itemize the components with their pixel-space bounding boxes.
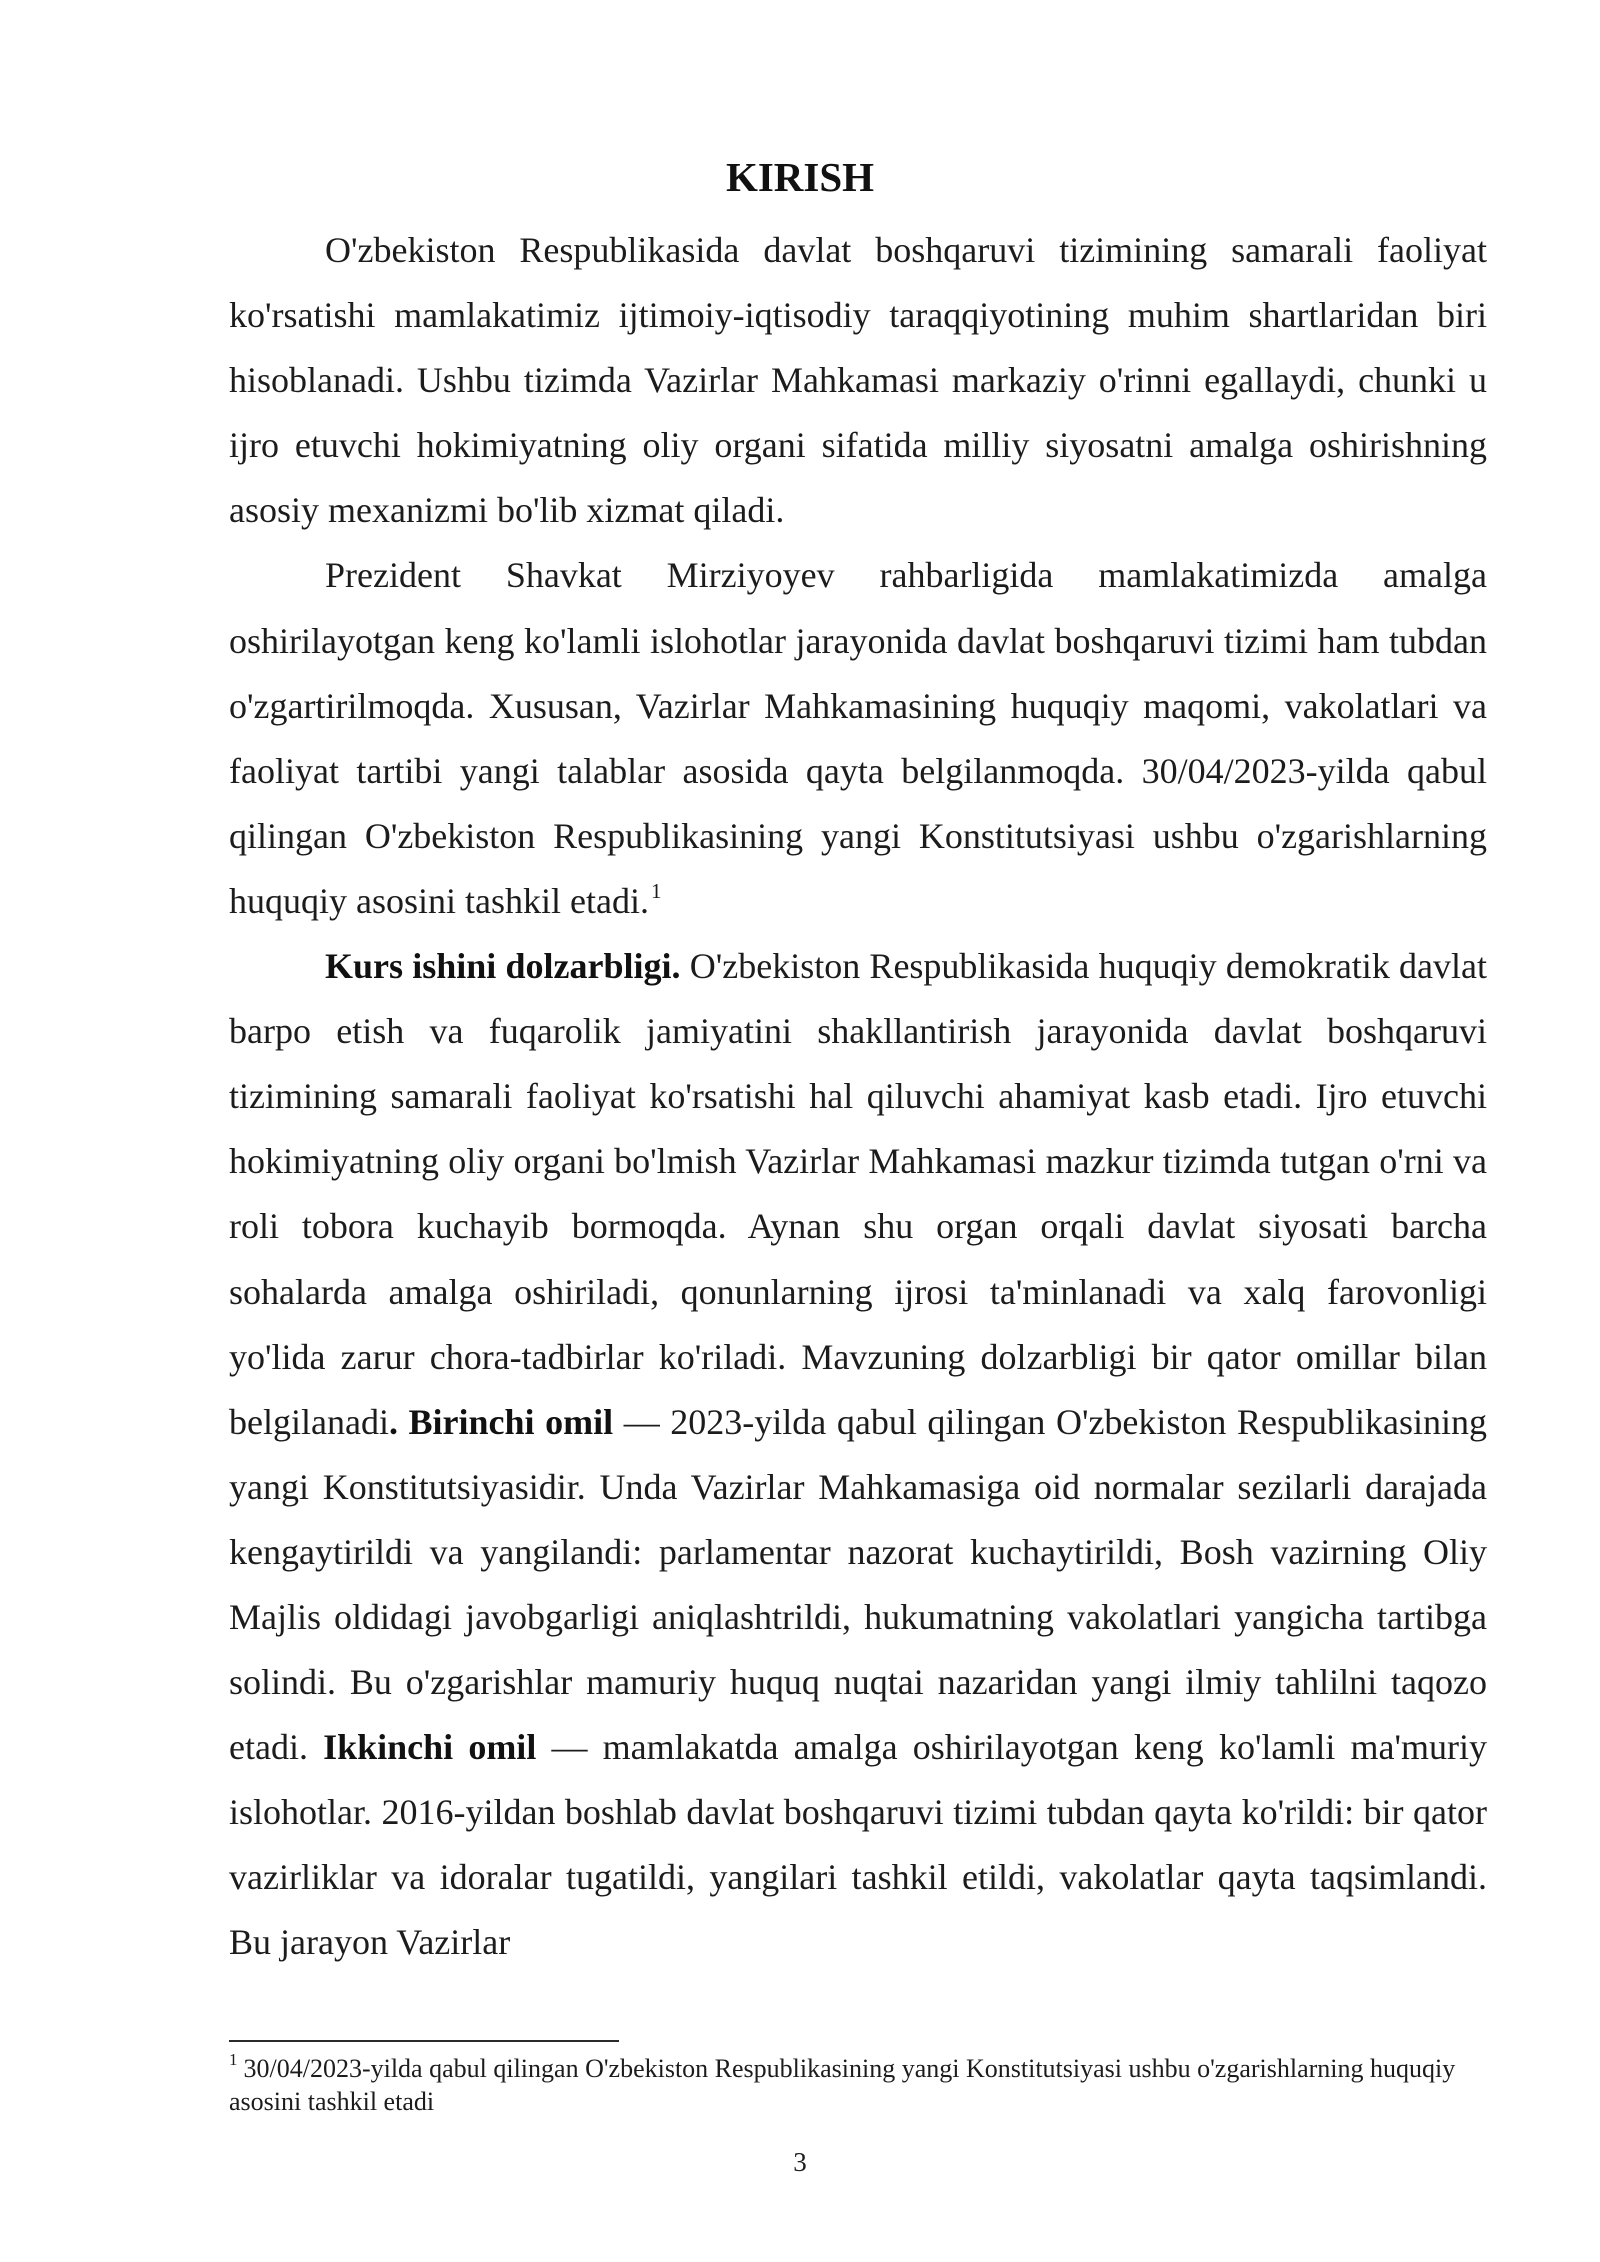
- relevance-text-3: — mamlakatda amalga oshirilayotgan keng ko'lamli ma'muriy islohotlar. 2016-yildan boshlab davlat boshqaruvi tizimi tubdan qayta ko'rildi: bir qator vazirliklar va idoralar tugatildi, yangilari tashkil etildi, vakolatlar qayta taqsimlandi. Bu jarayon Vazirlar: [229, 1727, 1488, 1963]
- relevance-text-1: O'zbekiston Respublikasida huquqiy demokratik davlat barpo etish va fuqarolik jamiyatini shakllantirish jarayonida davlat boshqaruvi tizimining samarali faoliyat ko'rsatishi hal qiluvchi ahamiyat kasb etadi. Ijro etuvchi hokimiyatning oliy organi bo'lmish Vazirlar Mahkamasi mazkur tizimda tutgan o'rni va roli tobora kuchayib bormoqda. Aynan shu organ orqali davlat siyosati barcha sohalarda amalga oshiriladi, qonunlarning ijrosi ta'minlanadi va xalq farovonligi yo'lida zarur chora-tadbirlar ko'riladi. Mavzuning dolzarbligi bir qator omillar bilan belgilanadi: [229, 946, 1488, 1442]
- paragraph-intro: O'zbekiston Respublikasida davlat boshqaruvi tizimining samarali faoliyat ko'rsatishi mamlakatimiz ijtimoiy-iqtisodiy taraqqiyotining muhim shartlaridan biri hisoblanadi. Ushbu tizimda Vazirlar Mahkamasi markaziy o'rinni egallaydi, chunki u ijro etuvchi hokimiyatning oliy organi sifatida milliy siyosatni amalga oshirishning asosiy mexanizmi bo'lib xizmat qiladi.: [229, 230, 1487, 531]
- first-factor-label: . Birinchi omil: [388, 1401, 614, 1442]
- relevance-text-2: — 2023-yilda qabul qilingan O'zbekiston Respublikasining yangi Konstitutsiyasidir. Unda Vazirlar Mahkamasiga oid normalar sezilarli darajada kengaytirildi va yangilandi: parlamentar nazorat kuchaytirildi, Bosh vazirning Oliy Majlis oldidagi javobgarligi aniqlashtrildi, hukumatning vakolatlari yangicha tartibga solindi. Bu o'zgarishlar mamuriy huquq nuqtai nazaridan yangi ilmiy tahlilni taqozo etadi.: [229, 1401, 1487, 1768]
- second-factor-label: Ikkinchi omil: [323, 1727, 537, 1768]
- paragraph-relevance: [229, 934, 1487, 1976]
- relevance-heading: Kurs ishini dolzarbligi.: [325, 946, 681, 987]
- footnote-separator: [229, 2040, 619, 2042]
- paragraph-reforms-text: Prezident Shavkat Mirziyoyev rahbarligida mamlakatimizda amalga oshirilayotgan keng ko'lamli islohotlar jarayonida davlat boshqaruvi tizimi ham tubdan o'zgartirilmoqda. Xususan, Vazirlar Mahkamasining huquqiy maqomi, vakolatlari va faoliyat tartibi yangi talablar asosida qayta belgilanmoqda. 30/04/2023-yilda qabul qilingan O'zbekiston Respublikasining yangi Konstitutsiyasi ushbu o'zgarishlarning huquqiy asosini tashkil etadi.: [229, 555, 1487, 921]
- footnote-number: 1: [229, 2050, 238, 2070]
- footnote-text: 30/04/2023-yilda qabul qilingan O'zbekiston Respublikasining yangi Konstitutsiyasi ushbu o'zgarishlarning huquqiy asosini tashkil etadi: [229, 2054, 1456, 2116]
- footnote-reference[interactable]: 1: [650, 878, 662, 903]
- page-number: 3: [793, 2147, 807, 2177]
- body-text: [229, 218, 1487, 1976]
- section-title: KIRISH: [725, 154, 875, 200]
- footnote: [229, 2052, 1487, 2118]
- paragraph-reforms: [229, 543, 1487, 934]
